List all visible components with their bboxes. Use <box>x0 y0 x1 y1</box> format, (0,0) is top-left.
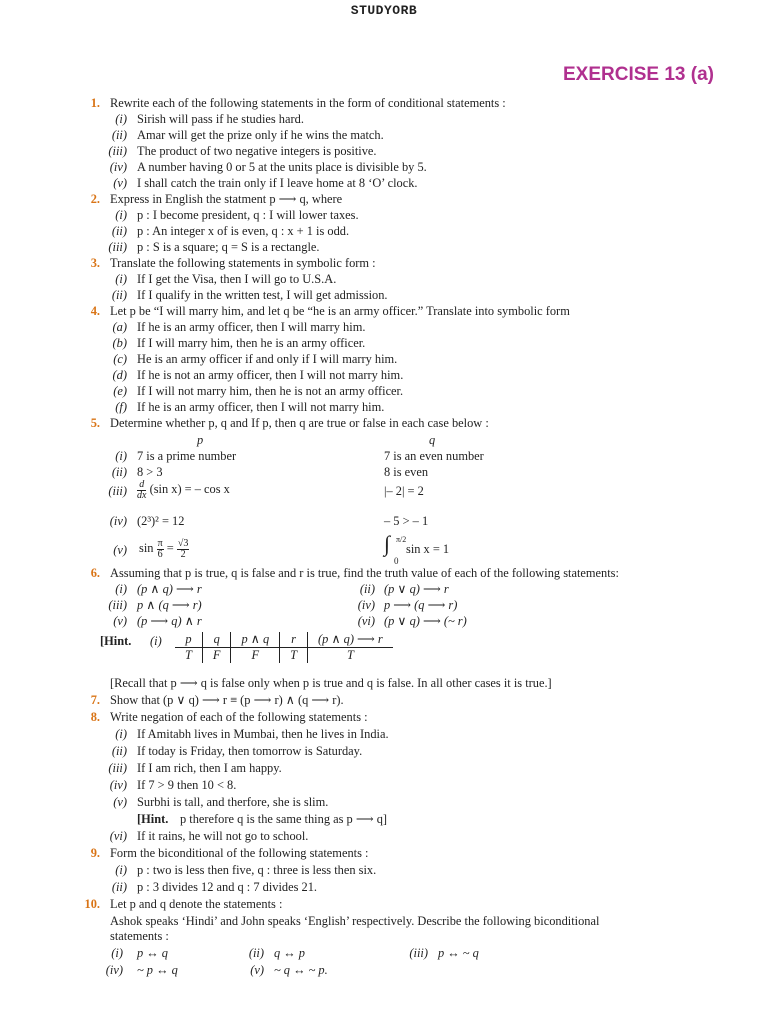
item-q: 8 is even <box>384 465 429 479</box>
item-numeral: (e) <box>113 384 127 398</box>
frac-denominator: dx <box>137 489 147 501</box>
frac-denominator: 2 <box>180 548 186 560</box>
hint-text: p therefore q is the same thing as p ⟶ q] <box>180 812 388 826</box>
item-text: If 7 > 9 then 10 < 8. <box>137 778 237 792</box>
table-header: q <box>202 632 231 648</box>
item-numeral: (v) <box>113 176 127 190</box>
item-numeral: (f) <box>115 400 127 414</box>
integral-body: sin x = 1 <box>406 542 450 556</box>
frac-denominator: 6 <box>157 548 163 560</box>
item-numeral: (i) <box>115 112 127 126</box>
item-text: p ↔ q <box>137 946 168 960</box>
question-number: 8. <box>90 710 100 724</box>
frac-numerator: √3 <box>177 537 189 549</box>
item-numeral: (i) <box>115 582 127 596</box>
question-number: 1. <box>90 96 100 110</box>
item-text: p : I become president, q : I will lower taxes. <box>137 208 359 222</box>
item-numeral: (iv) <box>109 778 127 792</box>
question-text-continued: Ashok speaks ‘Hindi’ and John speaks ‘English’ respectively. Describe the following biconditional <box>110 914 600 928</box>
item-text: If today is Friday, then tomorrow is Saturday. <box>137 744 363 758</box>
question-text: Let p and q denote the statements : <box>110 897 283 911</box>
question-number: 7. <box>90 693 100 707</box>
table-header: p ∧ q <box>231 632 280 648</box>
item-numeral: (i) <box>115 272 127 286</box>
item-numeral: (b) <box>112 336 127 350</box>
item-numeral: (ii) <box>111 224 127 238</box>
table-cell: F <box>231 648 280 664</box>
integral-upper-limit: π/2 <box>396 535 407 544</box>
item-numeral: (v) <box>113 614 127 628</box>
page-header: STUDYORB <box>350 3 418 18</box>
column-header-p: p <box>197 433 204 447</box>
table-header: (p ∧ q) ⟶ r <box>308 632 393 648</box>
question-text: Let p be “I will marry him, and let q be “he is an army officer.” Translate into symbolic form <box>110 304 570 318</box>
item-text: ~ q ↔ ~ p. <box>274 963 328 977</box>
item-text: If I qualify in the written test, I will get admission. <box>137 288 388 302</box>
question-text: Determine whether p, q and If p, then q are true or false in each case below : <box>110 416 489 430</box>
item-text: If I am rich, then I am happy. <box>137 761 282 775</box>
item-q: |– 2| = 2 <box>384 484 424 498</box>
item-text: If I will marry him, then he is an army officer. <box>137 336 366 350</box>
item-text: p : S is a square; q = S is a rectangle. <box>137 240 320 254</box>
item-p: (sin x) = – cos x <box>149 482 230 496</box>
item-numeral: (vi) <box>357 614 375 628</box>
item-numeral: (i) <box>115 727 127 741</box>
table-cell: T <box>280 648 308 664</box>
item-numeral: (vi) <box>109 829 127 843</box>
item-numeral: (i) <box>115 449 127 463</box>
frac-numerator: d <box>137 480 146 491</box>
hint-label: [Hint. <box>100 634 132 648</box>
item-numeral: (v) <box>113 543 127 557</box>
item-numeral: (iii) <box>409 946 428 960</box>
question-text-continued: statements : <box>110 929 169 943</box>
item-numeral: (iii) <box>108 761 127 775</box>
item-text: p ∧ (q ⟶ r) <box>137 598 202 612</box>
item-numeral: (ii) <box>111 744 127 758</box>
item-text: (p ∨ q) ⟶ (~ r) <box>384 614 467 628</box>
table-header: r <box>280 632 308 648</box>
item-text: p : two is less then five, q : three is less then six. <box>137 863 377 877</box>
item-numeral: (d) <box>112 368 127 382</box>
question-number: 10. <box>84 897 100 911</box>
item-text: p : An integer x of is even, q : x + 1 is odd. <box>137 224 350 238</box>
question-text: Show that (p ∨ q) ⟶ r ≡ (p ⟶ r) ∧ (q ⟶ r). <box>110 693 344 707</box>
item-numeral: (i) <box>111 946 123 960</box>
item-p: 7 is a prime number <box>137 449 237 463</box>
question-text: Translate the following statements in symbolic form : <box>110 256 376 270</box>
item-text: If I will not marry him, then he is not an army officer. <box>137 384 404 398</box>
exercise-title: EXERCISE 13 (a) <box>563 64 714 85</box>
frac-numerator: π <box>157 537 163 549</box>
item-text: Sirish will pass if he studies hard. <box>137 112 304 126</box>
item-numeral: (ii) <box>248 946 264 960</box>
question-text: Express in English the statment p ⟶ q, where <box>110 192 343 206</box>
table-header: p <box>175 632 202 648</box>
derivative-expression <box>137 479 230 501</box>
question-number: 6. <box>90 566 100 580</box>
item-q: – 5 > – 1 <box>384 514 429 528</box>
item-numeral: (ii) <box>111 128 127 142</box>
sin-label: sin <box>139 541 154 555</box>
item-text: Surbhi is tall, and therfore, she is slim. <box>137 795 329 809</box>
hint-truth-table <box>175 632 393 663</box>
item-text: (p ⟶ q) ∧ r <box>137 614 202 628</box>
item-text: If Amitabh lives in Mumbai, then he lives in India. <box>137 727 389 741</box>
column-header-q: q <box>429 433 436 447</box>
item-numeral: (iii) <box>108 598 127 612</box>
item-numeral: (iii) <box>108 144 127 158</box>
sine-expression: sin $\frac{\pi}{6}$ = $\frac{√3}{2}$ <box>139 537 189 560</box>
item-text: If it rains, he will not go to school. <box>137 829 309 843</box>
question-number: 3. <box>90 256 100 270</box>
item-numeral: (iv) <box>109 514 127 528</box>
item-numeral: (v) <box>113 795 127 809</box>
item-text: (p ∨ q) ⟶ r <box>384 582 449 596</box>
item-numeral: (ii) <box>111 288 127 302</box>
item-text: The product of two negative integers is positive. <box>137 144 377 158</box>
item-numeral: (ii) <box>111 880 127 894</box>
recall-note: [Recall that p ⟶ q is false only when p is true and q is false. In all other cases it is true.] <box>110 676 552 690</box>
item-text: (p ∧ q) ⟶ r <box>137 582 202 596</box>
item-numeral: (iii) <box>108 240 127 254</box>
table-cell: T <box>346 648 354 662</box>
item-text: Amar will get the prize only if he wins the match. <box>137 128 384 142</box>
item-text: ~ p ↔ q <box>137 963 178 977</box>
item-numeral: (c) <box>113 352 127 366</box>
question-text: Assuming that p is true, q is false and r is true, find the truth value of each of the following statements: <box>110 566 619 580</box>
hint-numeral: (i) <box>150 634 162 648</box>
item-p: (2³)² = 12 <box>137 514 185 528</box>
item-text: p ⟶ (q ⟶ r) <box>384 598 458 612</box>
table-cell: F <box>202 648 231 664</box>
item-text: He is an army officer if and only if I will marry him. <box>137 352 398 366</box>
item-text: If he is an army officer, then I will marry him. <box>137 320 366 334</box>
item-numeral: (ii) <box>359 582 375 596</box>
item-text: I shall catch the train only if I leave home at 8 ‘O’ clock. <box>137 176 418 190</box>
item-q: 7 is an even number <box>384 449 484 463</box>
question-text: Write negation of each of the following statements : <box>110 710 368 724</box>
item-numeral: (iv) <box>105 963 123 977</box>
item-numeral: (ii) <box>111 465 127 479</box>
item-p: 8 > 3 <box>137 465 163 479</box>
integral-lower-limit: 0 <box>394 556 399 566</box>
item-text: If I get the Visa, then I will go to U.S.A. <box>137 272 337 286</box>
item-numeral: (iii) <box>108 484 127 498</box>
question-number: 5. <box>90 416 100 430</box>
item-text: q ↔ p <box>274 946 305 960</box>
item-text: A number having 0 or 5 at the units place is divisible by 5. <box>137 160 427 174</box>
question-number: 2. <box>90 192 100 206</box>
question-number: 9. <box>90 846 100 860</box>
item-text: If he is an army officer, then I will not marry him. <box>137 400 385 414</box>
hint-label: [Hint. <box>137 812 169 826</box>
question-number: 4. <box>90 304 100 318</box>
question-text: Rewrite each of the following statements in the form of conditional statements : <box>110 96 506 110</box>
item-text: If he is not an army officer, then I will not marry him. <box>137 368 404 382</box>
item-numeral: (i) <box>115 208 127 222</box>
item-numeral: (iv) <box>357 598 375 612</box>
question-text: Form the biconditional of the following statements : <box>110 846 369 860</box>
table-cell: T <box>175 648 202 664</box>
derivative-fraction <box>137 480 146 501</box>
item-numeral: (i) <box>115 863 127 877</box>
item-text: p : 3 divides 12 and q : 7 divides 21. <box>137 880 317 894</box>
item-numeral: (a) <box>112 320 127 334</box>
item-text: p ↔ ~ q <box>438 946 479 960</box>
item-numeral: (iv) <box>109 160 127 174</box>
item-numeral: (v) <box>250 963 264 977</box>
